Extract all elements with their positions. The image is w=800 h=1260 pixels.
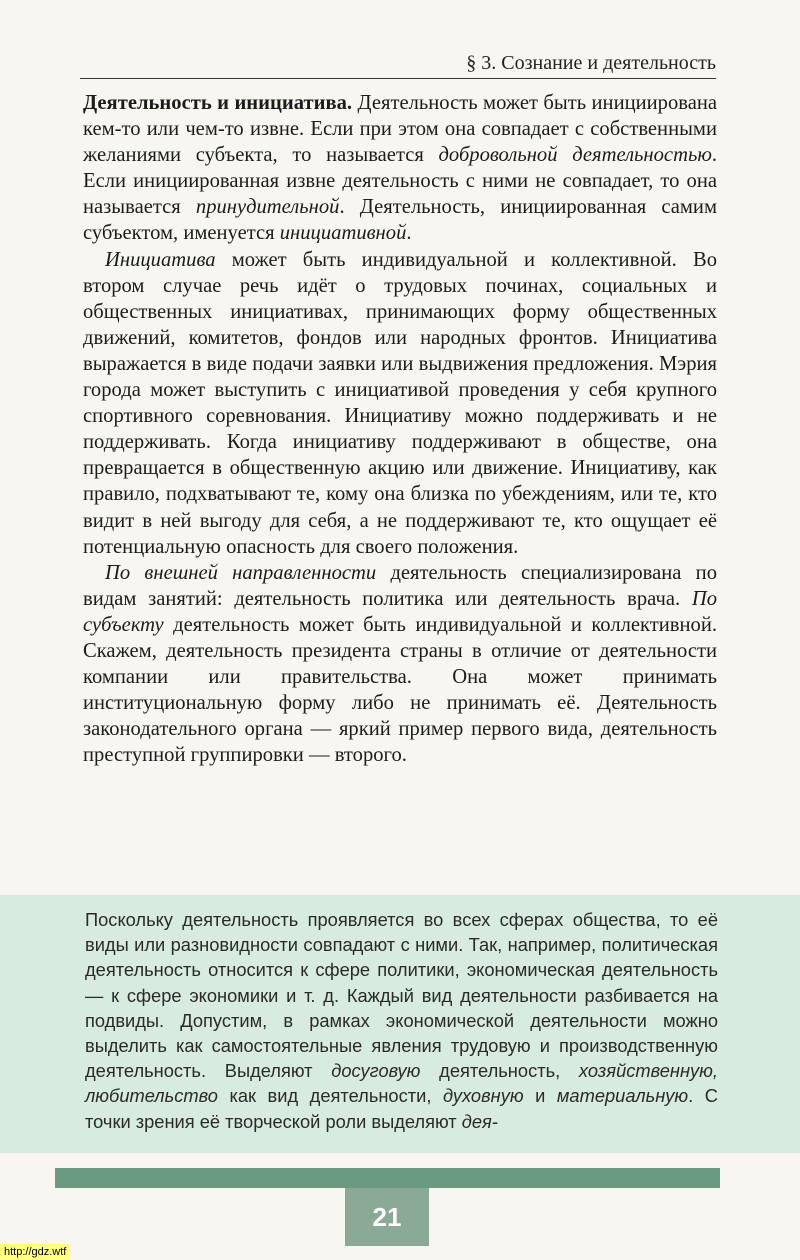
term-initiative-lead: Инициатива (105, 248, 216, 271)
term-material: материальную (556, 1085, 689, 1107)
page-number: 21 (345, 1188, 429, 1246)
highlight-box-text (85, 907, 718, 1134)
text-run: . С точки зрения её творческой роли выделяют (85, 1085, 718, 1132)
text-run: . Деятельность, инициированная самим субъектом, именуется (83, 196, 717, 245)
section-heading: Деятельность и инициатива. (83, 92, 353, 114)
term-cutoff: дея- (461, 1110, 498, 1132)
term-by-subject: По субъекту (83, 587, 717, 636)
text-run: Поскольку деятельность проявляется во всех сферах общества, то её виды или разновидности совпадают с ними. Так, например, политическая деятельность относится к сфере политики, экономическая деятельность — к сфере экономики и т. д. Каждый вид деятельности разбивается на подвиды. Допустим, в рамках экономической деятельности можно выделить как самостоятельные явления трудовую и производственную деятельность. Выделяют (85, 909, 718, 1082)
term-forced: принудительной (195, 196, 340, 219)
text-run: . Если инициированная извне деятельность с ними не совпадает, то она называется (83, 144, 717, 219)
term-initiative: инициативной (279, 222, 407, 245)
text-run: и (523, 1085, 557, 1107)
text-run: деятельность может быть индивидуальной и коллективной. Скажем, деятельность президента страны в отличие от деятельности компании или правительства. Она может принимать институциональную форму либо не принимать её. Деятельность законодательного органа — яркий пример первого вида, деятельность преступной группировки — второго. (83, 613, 717, 767)
term-spiritual: духовную (442, 1085, 524, 1107)
term-leisure: досуговую (331, 1060, 421, 1082)
text-run: . (406, 222, 412, 245)
main-text (83, 90, 717, 768)
paragraph-activity-initiative (83, 90, 717, 247)
running-header: § 3. Сознание и деятельность (466, 52, 716, 74)
term-external-direction: По внешней направленности (105, 561, 377, 584)
text-run: Деятельность может быть инициирована кем-то или чем-то извне. Если при этом она совпадает с собственными желаниями субъекта, то называется (83, 92, 717, 167)
term-voluntary: добровольной деятельностью (438, 144, 712, 167)
text-run: как вид деятельности, (217, 1085, 443, 1107)
text-run: может быть индивидуальной и коллективной. Во втором случае речь идёт о трудовых починах, социальных и общественных инициативах, принимающих форму общественных движений, комитетов, фондов или народных фронтов. Инициатива выражается в виде подачи заявки или выдвижения предложения. Мэрия города может выступить с инициативой проведения у себя крупного спортивного соревнования. Инициативу можно поддерживать и не поддерживать. Когда инициативу поддерживают в обществе, она превращается в общественную акцию или движение. Инициативу, как правило, подхватывают те, кому она близка по убеждениям, или те, кто видит в ней выгоду для себя, а не поддерживают те, кто ощущает её потенциальную опасность для своего положения. (83, 248, 717, 558)
term-economic-amateur: хозяйственную, любительство (85, 1060, 718, 1107)
header-divider (80, 78, 716, 79)
box-paragraph (85, 907, 718, 1134)
footer-band (55, 1168, 720, 1188)
paragraph-initiative (83, 247, 717, 560)
text-run: деятельность, (420, 1060, 579, 1082)
site-stamp[interactable]: http://gdz.wtf (0, 1244, 70, 1260)
text-run: деятельность специализирована по видам занятий: деятельность политика или деятельность врача. (83, 561, 717, 610)
paragraph-direction-subject (83, 560, 717, 769)
